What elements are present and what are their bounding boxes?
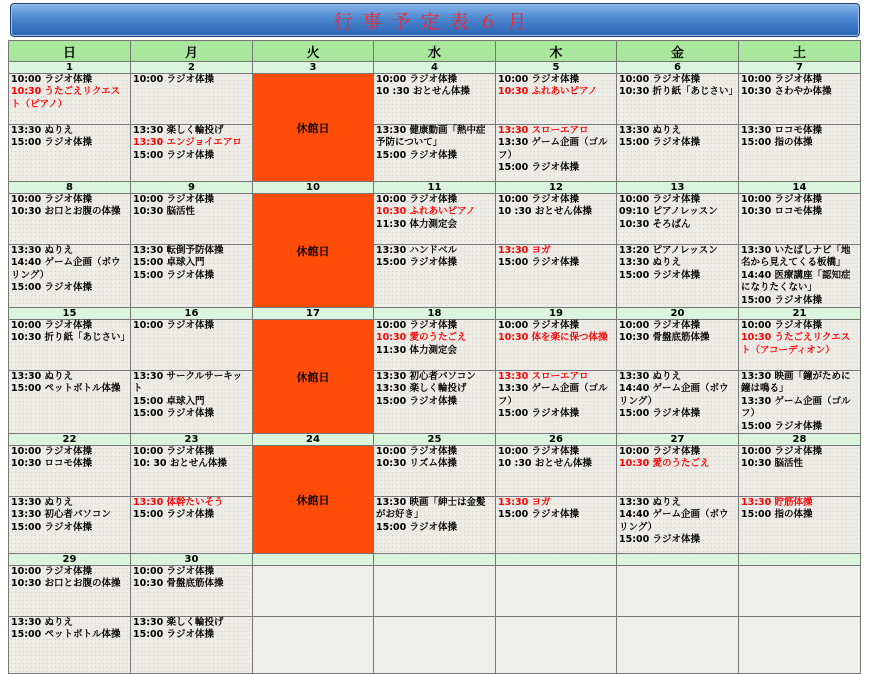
date-row [9,182,861,194]
date-row [9,434,861,446]
page-title: 行事予定表６月 [333,10,537,33]
date-number: 5 [496,62,617,74]
afternoon-row [9,125,861,182]
morning-schedule-cell [739,320,861,371]
empty-day-cell [739,566,861,617]
schedule-event: 10:00 ラジオ体操 [133,320,215,332]
date-number: 17 [253,308,374,320]
morning-row [9,194,861,245]
schedule-event: 10:30 さわやか体操 [741,86,832,98]
afternoon-schedule-cell [739,245,861,308]
date-number: 12 [496,182,617,194]
schedule-event: 10:00 ラジオ体操 [741,74,823,85]
schedule-event: 13:30 ゲーム企画（ゴルフ） [498,383,608,407]
schedule-event: 10:30 体を楽に保つ体操 [498,332,608,344]
schedule-event: 13:30 ゲーム企画（ゴルフ） [498,137,608,161]
date-row [9,62,861,74]
schedule-event: 15:00 ラジオ体操 [619,137,701,149]
afternoon-row [9,371,861,434]
afternoon-schedule-cell [374,497,496,554]
schedule-event: 15:00 ラジオ体操 [376,395,458,407]
schedule-event: 10:30 ロコモ体操 [11,458,93,470]
date-number: 6 [617,62,739,74]
morning-row [9,74,861,125]
morning-schedule-cell [9,194,131,245]
schedule-event: 15:00 ペットボトル体操 [11,383,121,395]
weekday-header: 金 [617,41,739,62]
empty-day-cell [739,617,861,674]
afternoon-schedule-cell [9,617,131,674]
schedule-event: 10:00 ラジオ体操 [11,446,93,458]
weekday-header-row [9,41,861,62]
schedule-event: 15:00 卓球入門 [133,395,205,407]
date-row [9,554,861,566]
schedule-event: 10:30 ロコモ体操 [741,206,823,218]
schedule-event: 10:00 ラジオ体操 [376,194,458,205]
morning-schedule-cell [131,446,253,497]
weekday-header: 水 [374,41,496,62]
afternoon-schedule-cell [9,125,131,182]
empty-day-cell [253,566,374,617]
date-number [253,554,374,566]
morning-schedule-cell [739,74,861,125]
schedule-event: 10:00 ラジオ体操 [741,446,823,458]
date-number: 2 [131,62,253,74]
weekday-header: 木 [496,41,617,62]
date-number: 22 [9,434,131,446]
date-number: 18 [374,308,496,320]
morning-schedule-cell [131,74,253,125]
schedule-event: 10:00 ラジオ体操 [133,446,215,458]
morning-schedule-cell [739,194,861,245]
afternoon-schedule-cell [9,245,131,308]
date-number: 10 [253,182,374,194]
schedule-event: 10:30 脳活性 [133,206,196,218]
schedule-event: 15:00 ラジオ体操 [11,521,93,533]
schedule-event: 10:30 ふれあいピアノ [498,86,598,98]
calendar-body [9,62,861,674]
date-number [374,554,496,566]
schedule-event: 13:30 ゲーム企画（ゴルフ） [741,395,851,420]
schedule-event: 13:30 ぬりえ [619,497,682,509]
date-number: 29 [9,554,131,566]
schedule-event: 10:00 ラジオ体操 [619,446,701,458]
closed-day-cell [253,194,374,308]
schedule-event: 13:30 ヨガ [498,245,551,256]
schedule-event: 10:00 ラジオ体操 [133,194,215,205]
schedule-event: 15:00 ラジオ体操 [11,137,93,149]
date-number: 15 [9,308,131,320]
closed-label: 休館日 [296,370,330,384]
schedule-event: 10:00 ラジオ体操 [498,194,580,205]
schedule-event: 13:30 初心者パソコン [376,371,476,383]
schedule-event: 15:00 ラジオ体操 [376,521,458,533]
schedule-event: 10:00 ラジオ体操 [11,566,93,578]
morning-schedule-cell [617,74,739,125]
schedule-event: 13:30 ぬりえ [11,497,74,509]
schedule-event: 13:30 楽しく輪投げ [133,617,224,629]
schedule-event: 15:00 指の体操 [741,509,813,521]
date-number [617,554,739,566]
schedule-event: 10:30 お口とお腹の体操 [11,206,121,218]
date-number: 3 [253,62,374,74]
date-number: 25 [374,434,496,446]
schedule-event: 13:30 ぬりえ [11,371,74,383]
morning-schedule-cell [9,446,131,497]
date-number: 19 [496,308,617,320]
schedule-event: 10:00 ラジオ体操 [133,74,215,85]
date-number: 13 [617,182,739,194]
afternoon-schedule-cell [496,371,617,434]
morning-schedule-cell [496,320,617,371]
closed-label: 休館日 [296,121,330,135]
schedule-event: 10 :30 おとせん体操 [498,458,592,470]
morning-schedule-cell [374,194,496,245]
morning-schedule-cell [9,566,131,617]
schedule-event: 15:00 ラジオ体操 [133,269,215,281]
schedule-event: 10:00 ラジオ体操 [498,320,580,332]
morning-schedule-cell [131,320,253,371]
afternoon-schedule-cell [9,497,131,554]
schedule-event: 13:30 体幹たいそう [133,497,224,509]
schedule-event: 15:00 ラジオ体操 [133,149,215,161]
schedule-event: 10:00 ラジオ体操 [133,566,215,578]
empty-day-cell [617,566,739,617]
schedule-event: 13:30 ハンドベル [376,245,458,256]
empty-day-cell [496,566,617,617]
schedule-event: 15:00 ラジオ体操 [133,629,215,641]
afternoon-schedule-cell [739,371,861,434]
empty-day-cell [374,566,496,617]
schedule-event: 13:30 ぬりえ [619,125,682,136]
morning-row [9,446,861,497]
schedule-event: 10:00 ラジオ体操 [11,320,93,332]
schedule-event: 10 :30 おとせん体操 [498,206,592,218]
date-number: 26 [496,434,617,446]
morning-schedule-cell [617,194,739,245]
schedule-event: 13:30 ヨガ [498,497,551,509]
afternoon-row [9,245,861,308]
schedule-event: 15:00 卓球入門 [133,257,205,269]
date-number: 24 [253,434,374,446]
afternoon-schedule-cell [617,245,739,308]
schedule-event: 15:00 ラジオ体操 [619,408,701,420]
afternoon-row [9,497,861,554]
schedule-event: 13:30 ロコモ体操 [741,125,823,136]
schedule-event: 10:30 うたごえリクエスト（ピアノ） [11,86,121,110]
schedule-event: 13:30 いたばしナビ「地名から見えてくる板橋」 [741,245,851,269]
weekday-header: 日 [9,41,131,62]
schedule-event: 14:40 ゲーム企画（ボウリング） [619,509,729,533]
afternoon-schedule-cell [374,371,496,434]
schedule-event: 13:30 転倒予防体操 [133,245,224,256]
schedule-event: 15:00 ラジオ体操 [11,282,93,294]
date-number: 14 [739,182,861,194]
date-number: 27 [617,434,739,446]
morning-schedule-cell [496,446,617,497]
date-number [739,554,861,566]
schedule-event: 13:30 ぬりえ [11,245,74,256]
morning-row [9,320,861,371]
schedule-event: 11:30 体力測定会 [376,218,458,230]
empty-day-cell [374,617,496,674]
schedule-event: 10:00 ラジオ体操 [376,446,458,458]
schedule-event: 10:00 ラジオ体操 [498,74,580,85]
title-bar [10,3,860,37]
schedule-event: 10: 30 おとせん体操 [133,458,227,470]
schedule-event: 10:30 脳活性 [741,458,804,470]
schedule-event: 13:30 楽しく輪投げ [376,383,467,395]
afternoon-schedule-cell [131,497,253,554]
closed-label: 休館日 [296,493,330,507]
schedule-event: 13:30 ぬりえ [11,125,74,136]
schedule-event: 13:30 映画「鐘がために鐘は鳴る」 [741,371,851,395]
date-number: 16 [131,308,253,320]
calendar-table [8,40,861,674]
schedule-event: 10:00 ラジオ体操 [619,194,701,205]
afternoon-schedule-cell [131,245,253,308]
schedule-event: 10:30 お口とお腹の体操 [11,578,121,590]
date-number: 20 [617,308,739,320]
schedule-event: 10:00 ラジオ体操 [376,74,458,85]
schedule-event: 13:30 スローエアロ [498,371,589,383]
afternoon-schedule-cell [739,125,861,182]
schedule-event: 13:30 映画「紳士は金髪がお好き」 [376,497,486,521]
afternoon-schedule-cell [9,371,131,434]
weekday-header: 土 [739,41,861,62]
afternoon-schedule-cell [496,125,617,182]
schedule-event: 13:30 サークルサーキット [133,371,243,395]
date-number: 9 [131,182,253,194]
schedule-event: 15:00 ラジオ体操 [498,509,580,521]
schedule-event: 10 :30 おとせん体操 [376,86,470,98]
morning-row [9,566,861,617]
date-number: 23 [131,434,253,446]
schedule-event: 13:30 スローエアロ [498,125,589,136]
afternoon-schedule-cell [617,371,739,434]
afternoon-schedule-cell [496,497,617,554]
date-number: 28 [739,434,861,446]
schedule-event: 15:00 ラジオ体操 [741,294,823,306]
empty-day-cell [617,617,739,674]
schedule-event: 10:00 ラジオ体操 [619,74,701,85]
morning-schedule-cell [617,446,739,497]
date-number: 8 [9,182,131,194]
date-number: 1 [9,62,131,74]
schedule-event: 10:30 骨盤底筋体操 [133,578,224,590]
schedule-event: 10:30 愛のうたごえ [619,458,710,470]
afternoon-schedule-cell [617,125,739,182]
morning-schedule-cell [496,74,617,125]
schedule-event: 15:00 ペットボトル体操 [11,629,121,641]
schedule-event: 10:30 そろばん [619,218,691,230]
schedule-event: 10:30 うたごえリクエスト（アコーディオン） [741,332,851,356]
date-number [496,554,617,566]
schedule-event: 10:30 ふれあいピアノ [376,206,476,218]
date-row [9,308,861,320]
afternoon-schedule-cell [374,245,496,308]
schedule-event: 10:00 ラジオ体操 [741,320,823,332]
schedule-event: 11:30 体力測定会 [376,344,458,356]
schedule-event: 15:00 指の体操 [741,137,813,149]
afternoon-schedule-cell [131,371,253,434]
morning-schedule-cell [617,320,739,371]
schedule-event: 15:00 ラジオ体操 [498,408,580,420]
schedule-event: 10:30 折り紙「あじさい」 [619,86,739,98]
schedule-event: 15:00 ラジオ体操 [376,149,458,161]
date-number: 7 [739,62,861,74]
schedule-event: 10:00 ラジオ体操 [498,446,580,458]
schedule-event: 15:00 ラジオ体操 [619,534,701,546]
closed-label: 休館日 [296,244,330,258]
schedule-event: 15:00 ラジオ体操 [619,269,701,281]
schedule-event: 13:30 楽しく輪投げ [133,125,224,136]
schedule-event: 13:30 初心者パソコン [11,509,111,521]
schedule-event: 15:00 ラジオ体操 [498,162,580,174]
schedule-event: 14:40 ゲーム企画（ボウリング） [11,257,121,281]
morning-schedule-cell [739,446,861,497]
schedule-event: 13:20 ピアノレッスン [619,245,718,256]
afternoon-schedule-cell [374,125,496,182]
schedule-event: 10:00 ラジオ体操 [619,320,701,332]
empty-day-cell [496,617,617,674]
schedule-event: 15:00 ラジオ体操 [741,420,823,432]
weekday-header: 月 [131,41,253,62]
schedule-event: 10:30 リズム体操 [376,458,457,470]
morning-schedule-cell [9,74,131,125]
date-number: 21 [739,308,861,320]
afternoon-row [9,617,861,674]
morning-schedule-cell [131,566,253,617]
schedule-event: 10:30 愛のうたごえ [376,332,467,344]
schedule-event: 10:00 ラジオ体操 [741,194,823,205]
schedule-event: 13:30 貯筋体操 [741,497,813,509]
schedule-event: 13:30 エンジョイエアロ [133,137,242,149]
afternoon-schedule-cell [131,617,253,674]
morning-schedule-cell [374,446,496,497]
afternoon-schedule-cell [496,245,617,308]
schedule-event: 14:40 医療講座「認知症になりたくない」 [741,269,851,294]
schedule-event: 15:00 ラジオ体操 [133,509,215,521]
schedule-event: 13:30 ぬりえ [11,617,74,629]
closed-day-cell [253,446,374,554]
afternoon-schedule-cell [739,497,861,554]
schedule-event: 10:30 骨盤底筋体操 [619,332,710,344]
schedule-event: 09:10 ピアノレッスン [619,206,718,218]
morning-schedule-cell [9,320,131,371]
schedule-event: 10:30 折り紙「あじさい」 [11,332,131,344]
schedule-event: 10:00 ラジオ体操 [11,194,93,205]
closed-day-cell [253,74,374,182]
schedule-event: 15:00 ラジオ体操 [133,408,215,420]
morning-schedule-cell [374,320,496,371]
schedule-event: 10:00 ラジオ体操 [11,74,93,85]
afternoon-schedule-cell [617,497,739,554]
schedule-event: 15:00 ラジオ体操 [376,257,458,269]
schedule-event: 15:00 ラジオ体操 [498,257,580,269]
morning-schedule-cell [131,194,253,245]
schedule-event: 13:30 ぬりえ [619,257,682,269]
schedule-event: 13:30 健康動画「熱中症予防について」 [376,125,486,149]
date-number: 11 [374,182,496,194]
weekday-header: 火 [253,41,374,62]
schedule-event: 14:40 ゲーム企画（ボウリング） [619,383,729,407]
schedule-event: 10:00 ラジオ体操 [376,320,458,332]
date-number: 30 [131,554,253,566]
schedule-event: 13:30 ぬりえ [619,371,682,383]
closed-day-cell [253,320,374,434]
empty-day-cell [253,617,374,674]
afternoon-schedule-cell [131,125,253,182]
date-number: 4 [374,62,496,74]
morning-schedule-cell [496,194,617,245]
morning-schedule-cell [374,74,496,125]
